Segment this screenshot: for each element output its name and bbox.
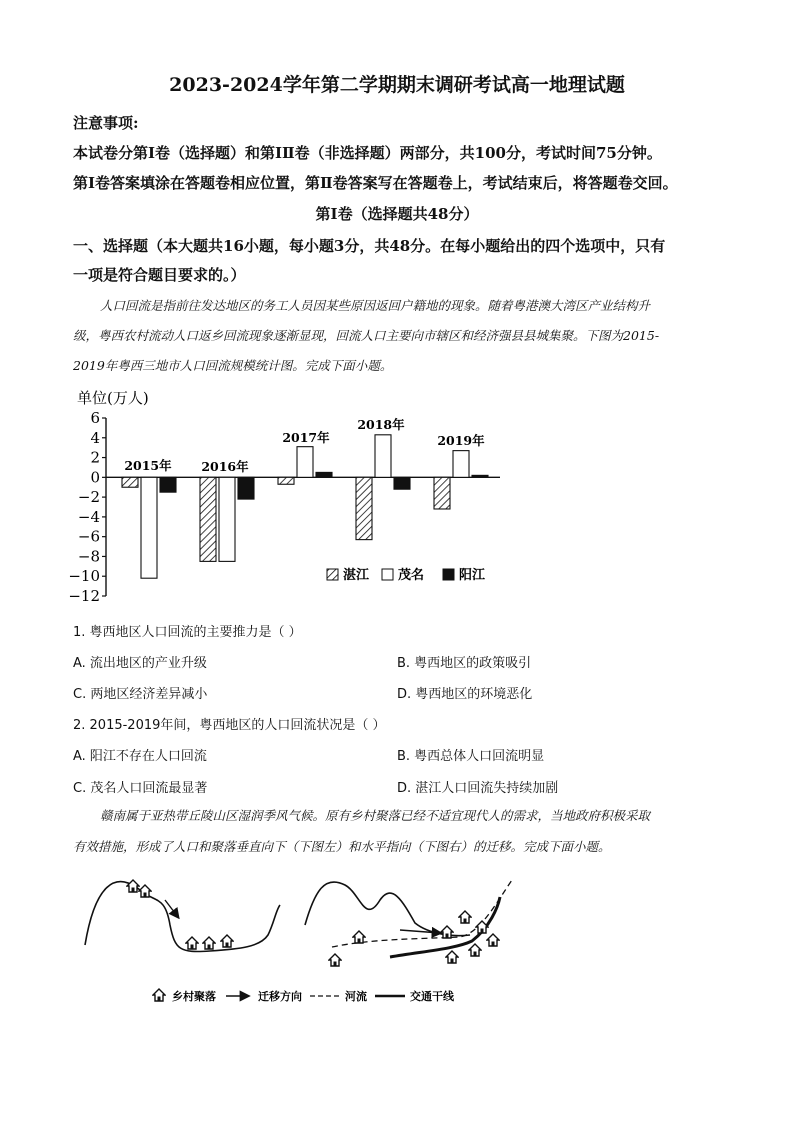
bar-zhanjiang: [122, 477, 138, 487]
settlement-icon: [441, 926, 453, 938]
y-tick-label: −8: [77, 547, 100, 566]
bar-yangjiang: [316, 472, 332, 477]
legend-label: 阳江: [459, 568, 486, 583]
category-label: 2018年: [357, 417, 405, 432]
settlement-icon: [203, 937, 215, 949]
settlement-icon: [459, 911, 471, 923]
legend-settlement: 乡村聚落: [172, 990, 216, 1003]
settlement-icon: [127, 880, 139, 892]
bar-maoming: [453, 451, 469, 478]
horizontal-migration-diagram: [305, 880, 512, 966]
passage1-line-1: 人口回流是指前往发达地区的务工人员因某些原因返回户籍地的现象。随着粤港澳大湾区产业结构升: [100, 298, 651, 313]
notice-heading: 注意事项:: [73, 114, 139, 132]
passage1-line-2: 级，粤西农村流动人口返乡回流现象逐渐显现，回流人口主要向市辖区和经济强县县城集聚。下图为2015-: [73, 328, 660, 343]
bar-zhanjiang: [356, 477, 372, 539]
vertical-migration-diagram: [85, 880, 280, 952]
bar-yangjiang: [160, 477, 176, 492]
bar-zhanjiang: [200, 477, 216, 561]
q2-option-a[interactable]: A. 阳江不存在人口回流: [73, 749, 207, 764]
q1-stem: 1. 粤西地区人口回流的主要推力是（ ）: [73, 625, 302, 640]
bar-yangjiang: [238, 477, 254, 499]
bar-yangjiang: [394, 477, 410, 489]
q2-option-d[interactable]: D. 湛江人口回流失持续加剧: [397, 781, 559, 796]
category-label: 2015年: [124, 458, 172, 473]
bar-yangjiang: [472, 475, 488, 477]
settlement-icon: [446, 951, 458, 963]
part1-instruction-1: 一、选择题（本大题共16小题，每小题3分，共48分。在每小题给出的四个选项中，只有: [73, 237, 666, 255]
legend-swatch: [327, 569, 338, 580]
q2-stem: 2. 2015-2019年间，粤西地区的人口回流状况是（ ）: [73, 718, 386, 733]
y-tick-label: 2: [90, 448, 100, 467]
section-title: 第Ⅰ卷（选择题共48分）: [315, 205, 479, 223]
bar-maoming: [141, 477, 157, 578]
passage1-line-3: 2019年粤西三地市人口回流规模统计图。完成下面小题。: [73, 358, 393, 373]
legend-swatch: [443, 569, 454, 580]
legend-label: 湛江: [343, 568, 370, 583]
settlement-icon: [329, 954, 341, 966]
bar-zhanjiang: [278, 477, 294, 484]
y-tick-label: 4: [90, 428, 100, 447]
category-label: 2019年: [437, 433, 485, 448]
settlement-icon: [476, 921, 488, 933]
settlement-icon: [487, 934, 499, 946]
population-return-chart: [60, 385, 520, 610]
y-tick-label: −4: [77, 507, 100, 526]
legend-direction: 迁移方向: [258, 990, 302, 1003]
bar-zhanjiang: [434, 477, 450, 509]
settlement-icon: [221, 935, 233, 947]
q1-option-a[interactable]: A. 流出地区的产业升级: [73, 656, 207, 671]
notice-line-1: 本试卷分第Ⅰ卷（选择题）和第ⅠⅡ卷（非选择题）两部分，共100分，考试时间75分钟。: [73, 144, 662, 162]
bar-maoming: [297, 447, 313, 478]
y-axis-label: 单位(万人): [77, 389, 149, 407]
settlement-icon: [153, 989, 165, 1001]
q1-option-c[interactable]: C. 两地区经济差异减小: [73, 687, 208, 702]
legend-swatch: [382, 569, 393, 580]
y-tick-label: −6: [77, 527, 100, 546]
page-title: 2023-2024学年第二学期期末调研考试高一地理试题: [169, 74, 625, 96]
passage2-line-1: 赣南属于亚热带丘陵山区湿润季风气候。原有乡村聚落已经不适宜现代人的需求，当地政府积极采取: [100, 808, 651, 823]
y-tick-label: −10: [68, 567, 100, 586]
settlement-icon: [139, 885, 151, 897]
q2-option-c[interactable]: C. 茂名人口回流最显著: [73, 781, 208, 796]
category-label: 2017年: [282, 430, 330, 445]
notice-line-2: 第Ⅰ卷答案填涂在答题卷相应位置，第Ⅱ卷答案写在答题卷上，考试结束后，将答题卷交回。: [73, 174, 678, 192]
legend-river: 河流: [345, 990, 367, 1003]
bar-maoming: [375, 435, 391, 478]
bar-maoming: [219, 477, 235, 561]
passage2-line-2: 有效措施，形成了人口和聚落垂直向下（下图左）和水平指向（下图右）的迁移。完成下面小题。: [73, 839, 611, 854]
settlement-icon: [186, 937, 198, 949]
legend-label: 茂名: [398, 568, 425, 583]
y-tick-label: −2: [77, 488, 100, 507]
q1-option-d[interactable]: D. 粤西地区的环境恶化: [397, 687, 533, 702]
y-tick-label: 0: [90, 468, 100, 487]
part1-instruction-2: 一项是符合题目要求的。）: [73, 266, 246, 284]
diagram-legend: [153, 989, 455, 1003]
category-label: 2016年: [201, 459, 249, 474]
q1-option-b[interactable]: B. 粤西地区的政策吸引: [397, 656, 532, 671]
settlement-icon: [469, 944, 481, 956]
migration-diagram: [70, 865, 550, 1015]
y-tick-label: −12: [68, 587, 100, 605]
legend-road: 交通干线: [410, 990, 454, 1003]
y-tick-label: 6: [90, 409, 100, 427]
q2-option-b[interactable]: B. 粤西总体人口回流明显: [397, 749, 545, 764]
settlement-icon: [353, 931, 365, 943]
